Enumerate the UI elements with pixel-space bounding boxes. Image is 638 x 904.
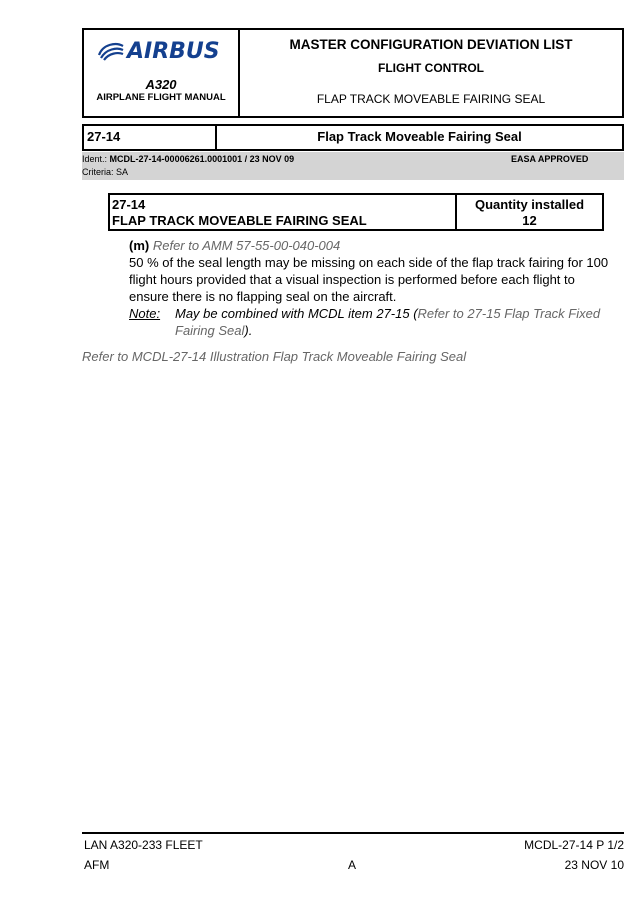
paragraph-label: (m): [129, 238, 150, 253]
ident-line: [82, 154, 294, 164]
ident-value: MCDL-27-14-00006261.0001001 / 23 NOV 09: [109, 154, 295, 164]
mcdl-item-number: 27-14: [112, 197, 146, 212]
item-title: Flap Track Moveable Fairing Seal: [317, 129, 522, 144]
illustration-reference-link[interactable]: Refer to MCDL-27-14 Illustration Flap Track Moveable Fairing Seal: [82, 349, 467, 364]
ident-bar: [82, 152, 624, 180]
item-title-bar: [82, 124, 624, 151]
logo-wordmark: AIRBUS: [127, 38, 220, 64]
approval-status: EASA APPROVED: [511, 154, 589, 164]
quantity-label: Quantity installed: [474, 197, 585, 212]
amm-reference-link[interactable]: Refer to AMM 57-55-00-040-004: [152, 238, 341, 253]
item-content: [129, 237, 614, 339]
footer-date: 23 NOV 10: [564, 858, 624, 872]
aircraft-type: A320: [145, 77, 177, 92]
note: [129, 305, 614, 339]
note-body: [175, 305, 614, 339]
quantity-cell: [457, 195, 602, 229]
note-close: ).: [244, 323, 253, 338]
paragraph-header: [129, 237, 614, 254]
footer-document: AFM: [84, 858, 110, 872]
chapter-title: FLIGHT CONTROL: [378, 61, 484, 75]
manual-name: AIRPLANE FLIGHT MANUAL: [96, 92, 226, 103]
header-left-cell: [84, 30, 240, 116]
document-title: MASTER CONFIGURATION DEVIATION LIST: [289, 37, 573, 52]
footer-fleet: LAN A320-233 FLEET: [84, 838, 203, 852]
mcdl-item-cell: [110, 195, 457, 229]
deviation-text: 50 % of the seal length may be missing on each side of the flap track fairing for 100 flight hours provided that a visual inspection is performed before each flight to ensure there is no flapping seal on the aircraft.: [129, 255, 609, 304]
airbus-swirl-icon: [96, 40, 126, 62]
quantity-value: 12: [522, 213, 537, 228]
mcdl-item-name: FLAP TRACK MOVEABLE FAIRING SEAL: [112, 213, 367, 228]
mcdl-item-box: [108, 193, 604, 231]
footer-page: MCDL-27-14 P 1/2: [524, 838, 624, 852]
subject-title: FLAP TRACK MOVEABLE FAIRING SEAL: [316, 92, 546, 106]
footer-revision: A: [348, 858, 357, 872]
criteria-line: Criteria: SA: [82, 167, 129, 177]
document-header: [82, 28, 624, 118]
ident-label: Ident.:: [82, 154, 108, 164]
note-text: May be combined with MCDL item 27-15 (: [175, 306, 418, 321]
note-label: Note:: [129, 306, 161, 321]
item-number: 27-14: [84, 126, 217, 149]
header-right-cell: [240, 30, 622, 116]
note-reference-link[interactable]: Refer to 27-15 Flap Track Fixed Fairing Seal: [175, 306, 601, 338]
airbus-logo: [96, 38, 228, 64]
footer-divider: [82, 832, 624, 834]
